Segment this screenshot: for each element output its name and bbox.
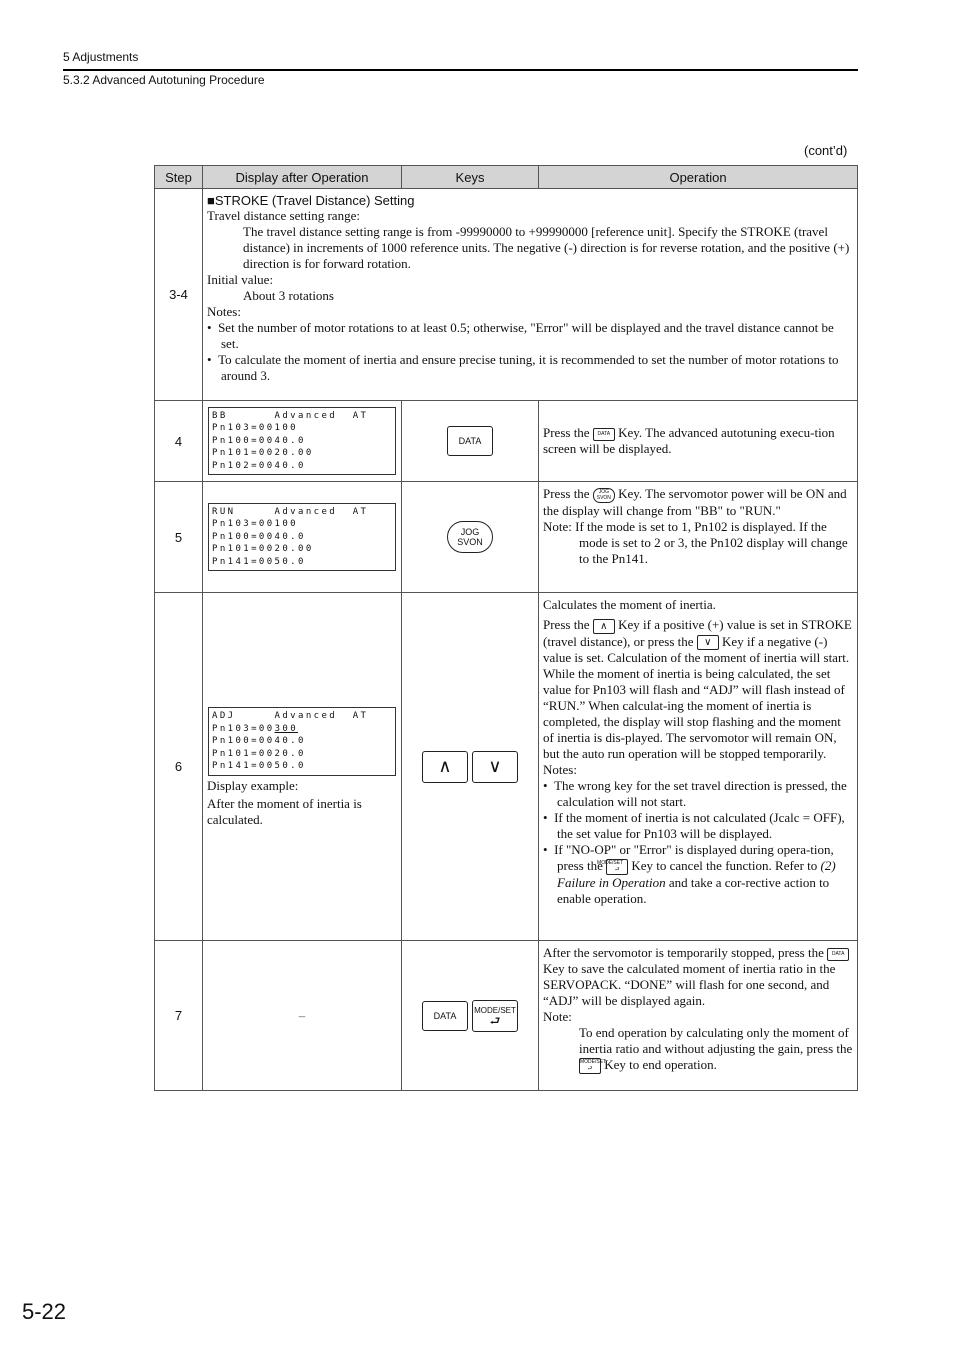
note-label: Note:: [543, 1009, 572, 1024]
lcd-display: RUN Advanced AT Pn103=00100 Pn100=0040.0 Pn101=0020.00 Pn141=0050.0: [208, 503, 396, 572]
step-number: 6: [155, 593, 203, 941]
keys-cell: [402, 482, 539, 593]
chapter-header: 5 Adjustments: [63, 50, 139, 64]
lcd-display: BB Advanced AT Pn103=00100 Pn100=0040.0 Pn101=0020.00 Pn102=0040.0: [208, 407, 396, 476]
mode-set-key[interactable]: MODE/SET ⮐: [472, 1000, 518, 1032]
keys-cell: [402, 401, 539, 482]
operation-cell: After the servomotor is temporarily stopped, press the DATA Key to save the calculated moment of inertia ratio in the SERVOPACK. “DONE” will flash for one second, and “ADJ” will be displayed again. Note: To end operation by calculating only the moment of inertia ratio and without adjusting the gain, press the MODE/SET ⮐ Key to end operation.: [539, 941, 858, 1091]
step-number: 7: [155, 941, 203, 1091]
up-key-icon: ∧: [593, 619, 615, 634]
header-rule: [63, 69, 858, 71]
range-text: The travel distance setting range is from -99990000 to +99990000 [reference unit]. Specify the STROKE (travel distance) in increments of 1000 reference units. The negative (-) direction is for reverse rotation, and the positive (+) direction is for forward rotation.: [243, 224, 850, 271]
table-row: [155, 941, 858, 1091]
display-cell: –: [203, 941, 402, 1091]
operation-cell: Press the DATA Key. The advanced autotuning execu-tion screen will be displayed.: [539, 401, 858, 482]
notes-label: Notes:: [207, 304, 241, 319]
mode-set-key-icon: MODE/SET ⮐: [606, 859, 628, 875]
step5-note: Note: If the mode is set to 1, Pn102 is displayed. If the mode is set to 2 or 3, the Pn102 display will change to the Pn141.: [543, 518, 848, 566]
note-item: • To calculate the moment of inertia and ensure precise tuning, it is recommended to set the number of motor rotations to around 3.: [207, 352, 839, 383]
stroke-title: ■STROKE (Travel Distance) Setting: [207, 193, 415, 208]
step7-note: To end operation by calculating only the moment of inertia ratio and without adjusting the gain, press the MODE/SET ⮐ Key to end operation.: [579, 1025, 853, 1073]
data-key-icon: DATA: [827, 948, 849, 961]
jog-svon-key[interactable]: JOG SVON: [447, 521, 493, 553]
section-header: 5.3.2 Advanced Autotuning Procedure: [63, 73, 265, 87]
note-item: • The wrong key for the set travel direction is pressed, the calculation will not start.: [543, 778, 847, 810]
op-body: Press the ∧ Key if a positive (+) value is set in STROKE (travel distance), or press the ∨ Key if a negative (-) value is set. Calculation of the moment of inertia will start. While the moment of inertia is being calculated, the set value for Pn103 will flash and “ADJ” will flash instead of “RUN.” When calculat-ing the moment of inertia is completed, the display will stop flashing and the moment of inertia is dis-played. The servomotor will remain ON, but the auto run operation will be stopped temporarily.: [543, 617, 852, 762]
page-number: 5-22: [22, 1299, 67, 1324]
down-key-icon: ∨: [697, 635, 719, 650]
keys-cell: [402, 941, 539, 1091]
jog-svon-key-icon: JOG SVON: [593, 488, 615, 503]
step-number: 3-4: [155, 189, 203, 401]
notes-label: Notes:: [543, 762, 577, 778]
display-example-label: Display example:: [207, 777, 299, 793]
up-key[interactable]: ∧: [422, 751, 468, 783]
operation-cell: Press the JOG SVON Key. The servomotor power will be ON and the display will change from "BB" to "RUN." Note: If the mode is set to 1, Pn102 is displayed. If the mode is set to 2 or 3, the Pn102 display will change to the Pn141.: [539, 482, 858, 593]
table-row: [155, 593, 858, 941]
data-key-icon: DATA: [593, 428, 615, 441]
procedure-table: [154, 165, 858, 1091]
range-label: Travel distance setting range:: [207, 208, 360, 223]
note-item: • If "NO-OP" or "Error" is displayed during opera-tion, press the MODE/SET ⮐ Key to cancel the function. Refer to (2) Failure in Operation and take a cor-rective action to enable operation.: [543, 842, 836, 907]
keys-cell: [402, 593, 539, 941]
operation-cell: [539, 593, 858, 941]
table-header-row: [155, 166, 858, 189]
continued-label: (cont’d): [804, 143, 848, 158]
op-intro: Calculates the moment of inertia.: [543, 597, 716, 612]
note-item: • Set the number of motor rotations to at least 0.5; otherwise, "Error" will be displayed and the travel distance cannot be set.: [207, 320, 834, 351]
display-example-text: After the moment of inertia is calculated.: [207, 795, 362, 827]
display-cell: [203, 482, 402, 593]
table-row: [155, 401, 858, 482]
display-cell: [203, 401, 402, 482]
col-header-display: Display after Operation: [203, 166, 402, 189]
data-key[interactable]: DATA: [422, 1001, 468, 1031]
step-number: 4: [155, 401, 203, 482]
col-header-operation: Operation: [539, 166, 858, 189]
lcd-display: ADJ Advanced AT Pn103=00300 Pn100=0040.0 Pn101=0020.0 Pn141=0050.0: [208, 707, 396, 776]
initial-text: About 3 rotations: [243, 288, 334, 303]
col-header-keys: Keys: [402, 166, 539, 189]
stroke-setting-cell: [203, 189, 858, 401]
mode-set-key-icon: MODE/SET ⮐: [580, 1059, 607, 1073]
initial-label: Initial value:: [207, 272, 274, 287]
step-number: 5: [155, 482, 203, 593]
col-header-step: Step: [155, 166, 203, 189]
note-item: • If the moment of inertia is not calculated (Jcalc = OFF), the set value for Pn103 will be displayed.: [543, 810, 845, 842]
table-row: [155, 189, 858, 401]
display-cell: [203, 593, 402, 941]
data-key[interactable]: DATA: [447, 426, 493, 456]
down-key[interactable]: ∨: [472, 751, 518, 783]
table-row: [155, 482, 858, 593]
